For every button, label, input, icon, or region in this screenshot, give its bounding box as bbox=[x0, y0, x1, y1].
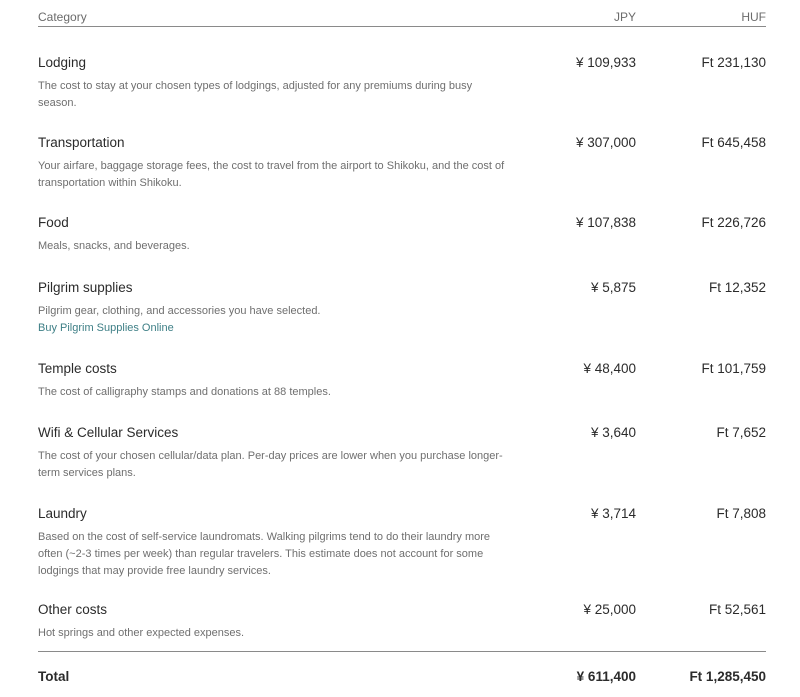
table-row-wifi-cellular bbox=[38, 424, 766, 482]
row-title: Pilgrim supplies bbox=[38, 280, 133, 295]
row-title: Transportation bbox=[38, 135, 125, 150]
header-jpy: JPY bbox=[613, 10, 636, 24]
row-title: Food bbox=[38, 215, 69, 230]
row-huf-value: Ft 12,352 bbox=[708, 280, 766, 295]
row-huf-value: Ft 7,808 bbox=[716, 506, 766, 521]
row-jpy-value: ¥ 109,933 bbox=[575, 55, 636, 70]
total-row bbox=[38, 669, 766, 689]
row-huf-value: Ft 231,130 bbox=[701, 55, 766, 70]
row-description bbox=[38, 303, 508, 337]
table-row-laundry bbox=[38, 505, 766, 580]
total-divider bbox=[38, 651, 766, 652]
row-title: Other costs bbox=[38, 602, 108, 617]
row-jpy-value: ¥ 25,000 bbox=[583, 602, 636, 617]
table-row-transportation bbox=[38, 134, 766, 192]
table-row-lodging bbox=[38, 54, 766, 112]
row-title: Temple costs bbox=[38, 361, 117, 376]
row-jpy-value: ¥ 107,838 bbox=[575, 215, 636, 230]
row-description: Hot springs and other expected expenses. bbox=[38, 627, 245, 639]
row-huf-value: Ft 226,726 bbox=[701, 215, 766, 230]
row-title: Laundry bbox=[38, 506, 87, 521]
row-huf-value: Ft 7,652 bbox=[716, 425, 766, 440]
row-title: Wifi & Cellular Services bbox=[38, 425, 179, 440]
total-jpy-value: ¥ 611,400 bbox=[576, 669, 636, 684]
table-row-temple-costs bbox=[38, 360, 766, 401]
total-label: Total bbox=[38, 669, 70, 684]
row-huf-value: Ft 52,561 bbox=[708, 602, 766, 617]
row-description: Your airfare, baggage storage fees, the cost to travel from the airport to Shikoku, and the cost of transportation within Shikoku. bbox=[38, 160, 505, 189]
header-category: Category bbox=[38, 10, 87, 24]
row-jpy-value: ¥ 48,400 bbox=[583, 361, 636, 376]
row-jpy-value: ¥ 3,640 bbox=[590, 425, 636, 440]
row-jpy-value: ¥ 307,000 bbox=[575, 135, 636, 150]
row-huf-value: Ft 101,759 bbox=[701, 361, 766, 376]
table-row-other-costs bbox=[38, 601, 766, 642]
row-jpy-value: ¥ 3,714 bbox=[590, 506, 636, 521]
buy-pilgrim-supplies-link[interactable]: Buy Pilgrim Supplies Online bbox=[38, 322, 174, 334]
row-description-text: Pilgrim gear, clothing, and accessories you have selected. bbox=[38, 305, 321, 317]
row-description: The cost of calligraphy stamps and donations at 88 temples. bbox=[38, 386, 331, 398]
row-huf-value: Ft 645,458 bbox=[701, 135, 766, 150]
table-row-pilgrim-supplies bbox=[38, 279, 766, 337]
table-header bbox=[38, 8, 766, 27]
row-description: Based on the cost of self-service laundromats. Walking pilgrims tend to do their laundry more often (~2-3 times per week) than regular travelers. This estimate does not account for some lodgings that may provide free laundry services. bbox=[38, 531, 491, 577]
table-row-food bbox=[38, 214, 766, 255]
row-description: The cost of your chosen cellular/data plan. Per-day prices are lower when you purchase longer-term services plans. bbox=[38, 450, 503, 479]
header-huf: HUF bbox=[741, 10, 766, 24]
row-description: Meals, snacks, and beverages. bbox=[38, 240, 190, 252]
total-huf-value: Ft 1,285,450 bbox=[689, 669, 766, 684]
row-description: The cost to stay at your chosen types of lodgings, adjusted for any premiums during busy season. bbox=[38, 80, 473, 109]
row-jpy-value: ¥ 5,875 bbox=[590, 280, 636, 295]
row-title: Lodging bbox=[38, 55, 87, 70]
